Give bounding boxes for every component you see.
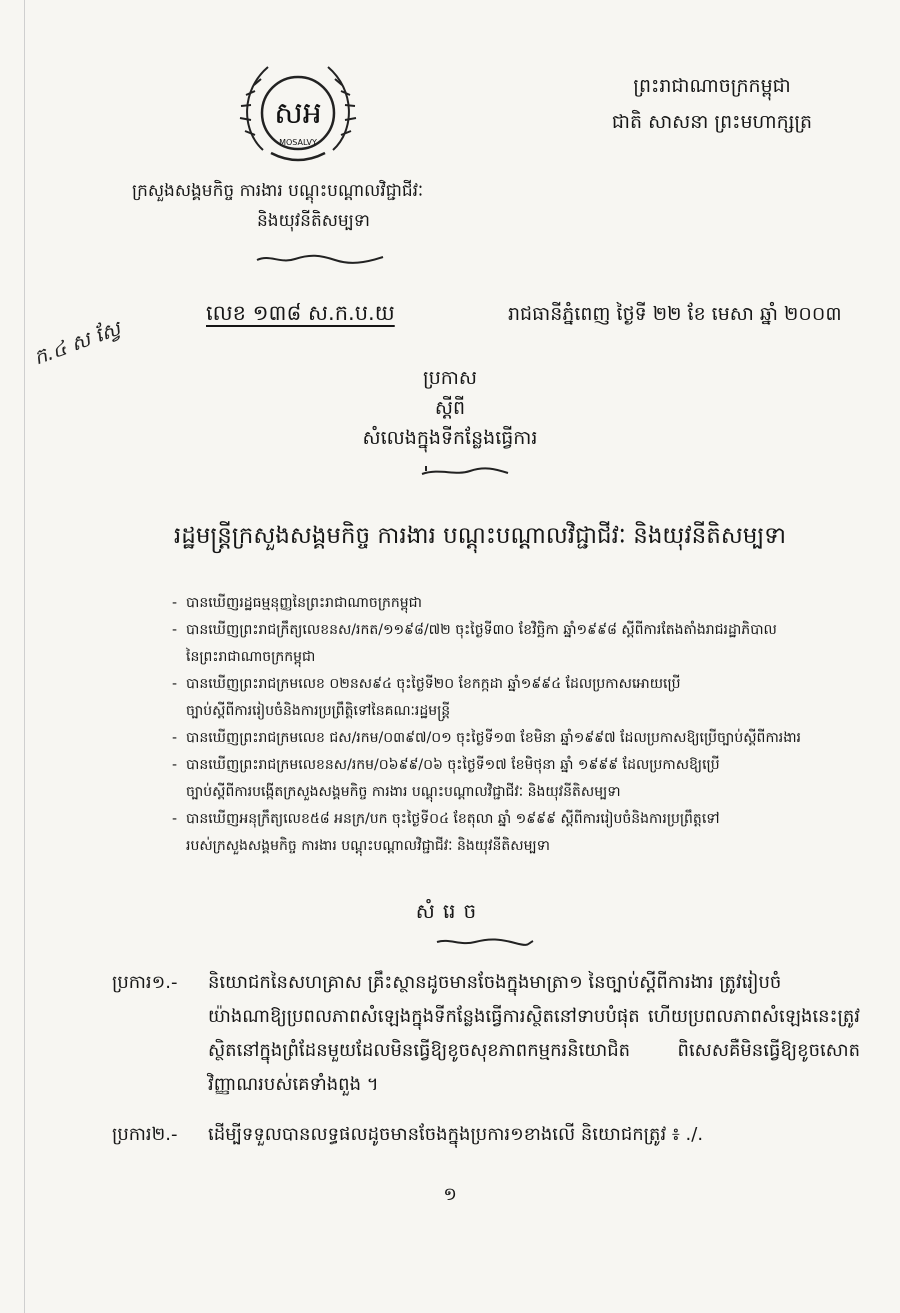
document-number: លេខ ១៣៨ ស.ក.ប.យ — [206, 301, 395, 325]
document-date: រាជធានីភ្នំពេញ ថ្ងៃទី ២២ ខែ មេសា ឆ្នាំ ២០០៣ — [508, 303, 842, 325]
title-line-1: ប្រកាស — [423, 367, 477, 389]
references-list — [172, 590, 872, 860]
laurel-emblem-icon — [233, 55, 363, 170]
page-number: ១ — [443, 1184, 457, 1205]
article-first-line: ដើម្បីទទួលបានលទ្ធផលដូចមានចែងក្នុងប្រការ១ខាងលើ និយោជកត្រូវ ៖ ./. — [208, 1124, 704, 1145]
reference-item-continued: ច្បាប់ស្តីពីការបង្កើតក្រសួងសង្គមកិច្ច ការងារ បណ្តុះបណ្តាលវិជ្ជាជីវៈ និងយុវនីតិសម្បទា — [186, 784, 621, 800]
title-line-3: សំលេងក្នុងទីកន្លែងធ្វើការ — [362, 427, 538, 449]
reference-item-continued: ច្បាប់ស្តីពីការរៀបចំនិងការប្រព្រឹត្តិទៅនៃគណៈរដ្ឋមន្ត្រី — [186, 703, 451, 719]
article-body: យ៉ាងណាឱ្យប្រពលភាពសំឡេងក្នុងទីកន្លែងធ្វើការស្ថិតនៅទាបបំផុត ហើយប្រពលភាពសំឡេងនេះត្រូវស្ថិតនៅក្នុងព្រំដែនមួយដែលមិនធ្វើឱ្យខូចសុខភាពកម្មករនិយោជិត ពិសេសគឺមិនធ្វើឱ្យខូចសោតវិញ្ញាណរបស់គេទាំងពួង ។ — [208, 1006, 860, 1095]
reference-item: - បានឃើញព្រះរាជក្រឹត្យលេខនស/រកត/១១៩៨/៧២ ចុះថ្ងៃទី៣០ ខែវិច្ឆិកា ឆ្នាំ១៩៩៨ ស្តីពីការតែងតាំងរាជរដ្ឋាភិបាល — [172, 622, 777, 638]
reference-item-continued: នៃព្រះរាជាណាចក្រកម្ពុជា — [186, 649, 316, 665]
article-first-line: និយោជកនៃសហគ្រាស គ្រឹះស្ថានដូចមានចែងក្នុងមាត្រា១ នៃច្បាប់ស្តីពីការងារ ត្រូវរៀបចំ — [208, 972, 782, 993]
kingdom-line-2: ជាតិ សាសនា ព្រះមហាក្សត្រ — [611, 111, 813, 133]
ministry-name — [132, 176, 602, 236]
ministry-line-1: ក្រសួងសង្គមកិច្ច ការងារ បណ្តុះបណ្តាលវិជ្ជាជីវៈ — [132, 181, 424, 201]
article-label: ប្រការ២.- — [112, 1124, 178, 1145]
logo-caption: MOSALVY — [279, 138, 317, 147]
reference-item: - បានឃើញព្រះរាជក្រមលេខ ជស/រកម/០៣៩៧/០១ ចុះថ្ងៃទី១៣ ខែមិនា ឆ្នាំ១៩៩៧ ដែលប្រកាសឱ្យប្រើច្បាប់ស្តីពីការងារ — [172, 730, 801, 746]
decision-ornament-icon — [435, 936, 535, 948]
article-2 — [112, 1118, 860, 1152]
article-label: ប្រការ១.- — [112, 972, 178, 993]
logo-text: សអ — [274, 96, 322, 131]
reference-item: - បានឃើញព្រះរាជក្រមលេខនស/រកម/០៦៩៩/០៦ ចុះថ្ងៃទី១៧ ខែមិថុនា ឆ្នាំ ១៩៩៩ ដែលប្រកាសឱ្យប្រើ — [172, 757, 720, 773]
ornament-divider-icon — [255, 252, 385, 266]
reference-item: - បានឃើញព្រះរាជក្រមលេខ ០២នស៩៤ ចុះថ្ងៃទី២០ ខែកក្កដា ឆ្នាំ១៩៩៤ ដែលប្រកាសអោយប្រើ — [172, 676, 681, 692]
ministry-logo — [233, 55, 363, 170]
reference-item-continued: របស់ក្រសួងសង្គមកិច្ច ការងារ បណ្តុះបណ្តាលវិជ្ជាជីវៈ និងយុវនីតិសម្បទា — [186, 838, 550, 854]
title-line-2: ស្តីពី — [434, 397, 466, 419]
decision-heading: សំរេច — [415, 899, 485, 923]
article-1 — [112, 966, 860, 1102]
reference-item: - បានឃើញរដ្ឋធម្មនុញ្ញនៃព្រះរាជាណាចក្រកម្ពុជា — [172, 595, 422, 611]
minister-title: រដ្ឋមន្ត្រីក្រសួងសង្គមកិច្ច ការងារ បណ្តុះបណ្តាលវិជ្ជាជីវៈ និងយុវនីតិសម្បទា — [173, 523, 787, 549]
title-ornament-icon — [420, 462, 510, 478]
kingdom-line-1: ព្រះរាជាណាចក្រកម្ពុជា — [633, 75, 791, 97]
ministry-line-2: និងយុវនីតិសម្បទា — [257, 211, 370, 231]
page-margin-line — [24, 0, 25, 1313]
reference-item: - បានឃើញអនុក្រឹត្យលេខ៥៨ អនក្រ/បក ចុះថ្ងៃទី០៤ ខែតុលា ឆ្នាំ ១៩៩៩ ស្តីពីការរៀបចំនិងការប្រព្រឹត្តទៅ — [172, 811, 720, 827]
handwritten-note: ក.៤ ស ស្វែ — [30, 316, 124, 370]
kingdom-motto — [562, 68, 862, 140]
